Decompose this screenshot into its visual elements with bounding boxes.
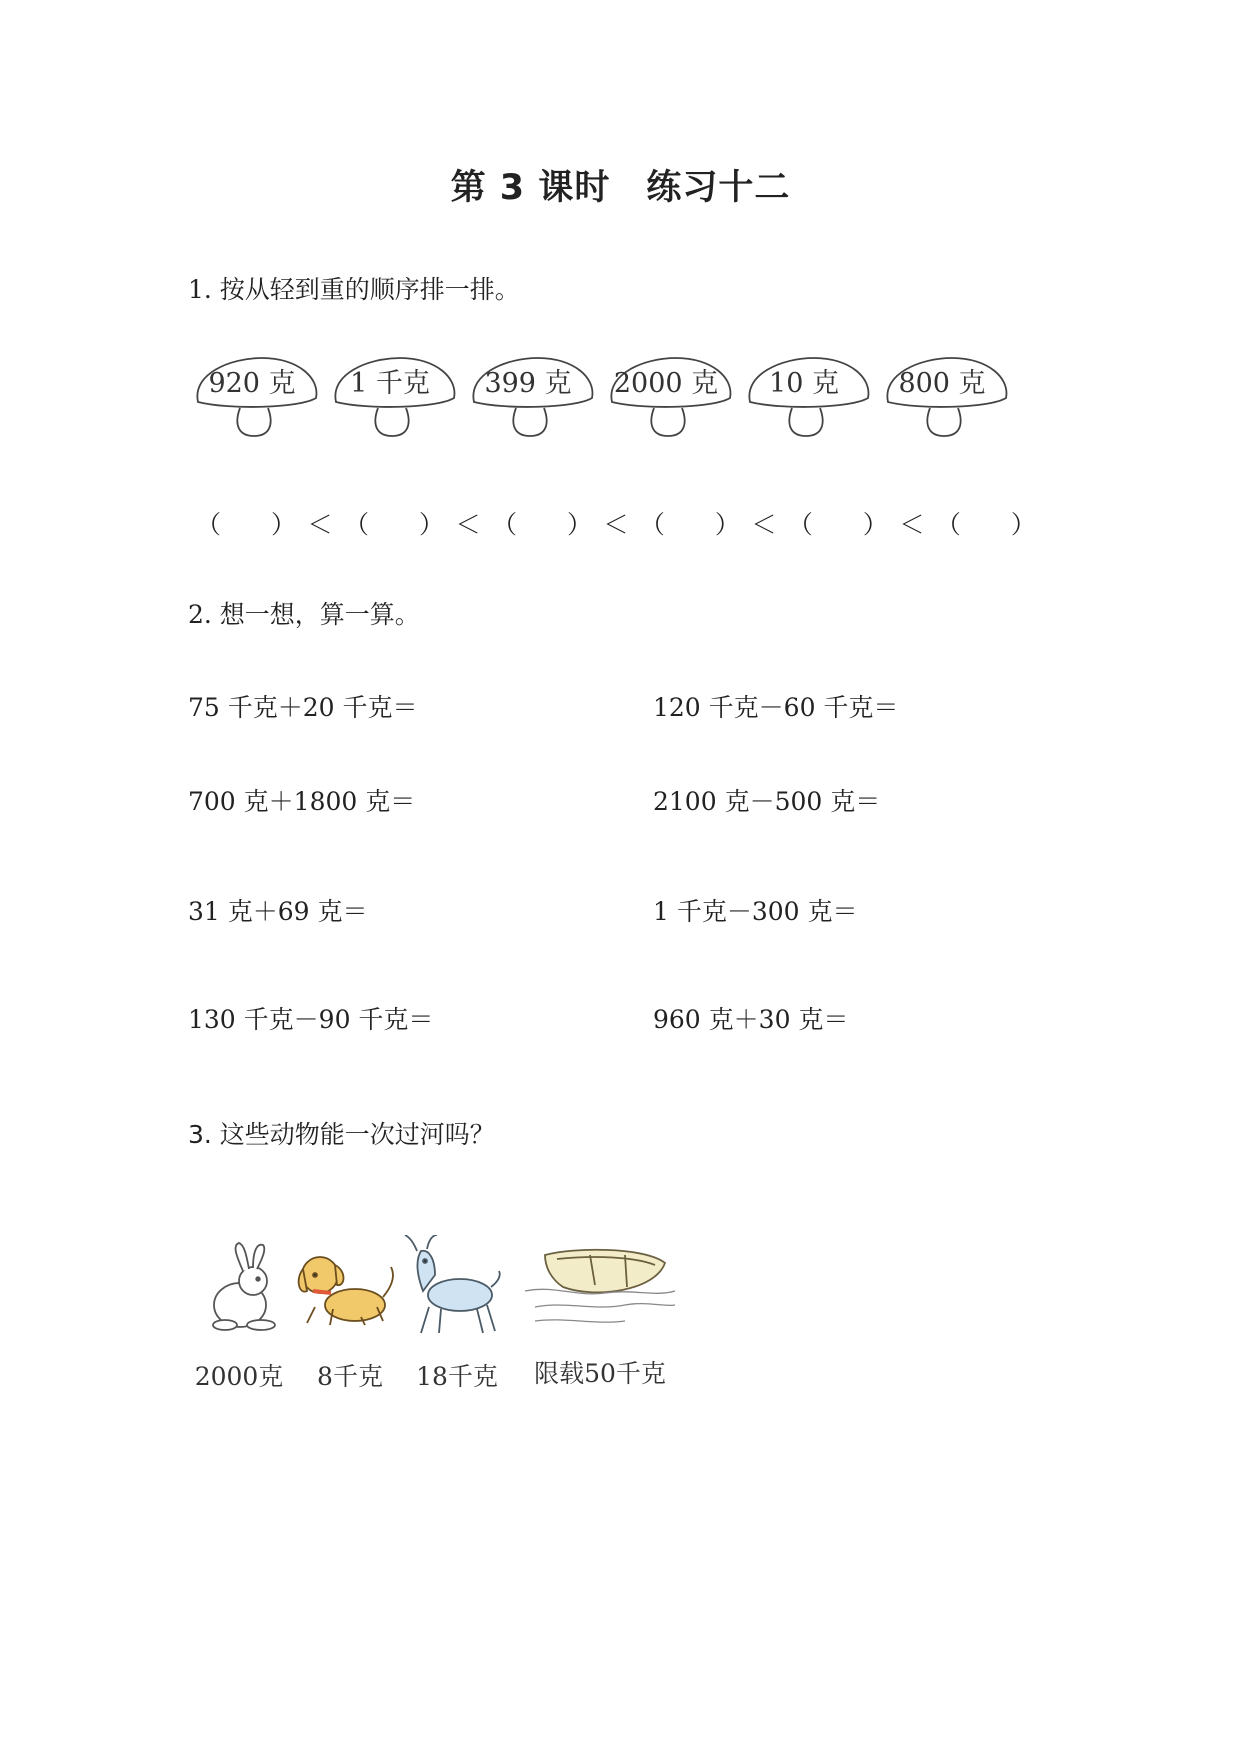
- order-blanks: [196, 505, 1036, 541]
- boat-icon: [525, 1250, 675, 1322]
- answer-blank[interactable]: （ ）: [491, 510, 592, 539]
- goat-icon: [405, 1235, 500, 1333]
- answer-blank[interactable]: （ ）: [787, 510, 888, 539]
- less-than-sign: ＜: [603, 510, 629, 539]
- mushroom-label-1: 920 克: [208, 368, 296, 399]
- question-3-prompt: 3. 这些动物能一次过河吗？: [188, 1120, 495, 1149]
- answer-blank[interactable]: （ ）: [343, 510, 444, 539]
- answer-blank[interactable]: （ ）: [639, 510, 740, 539]
- mushroom-row: [190, 350, 1030, 450]
- less-than-sign: ＜: [751, 510, 777, 539]
- calc-problem: 31 克＋69 克＝: [188, 897, 368, 926]
- less-than-sign: ＜: [307, 510, 333, 539]
- mushroom-icon: [611, 358, 730, 436]
- page-title: 第 3 课时 练习十二: [450, 168, 791, 208]
- animal-illustration: [195, 1235, 755, 1395]
- calc-problem: 75 千克＋20 千克＝: [188, 693, 418, 722]
- mushroom-label-4: 2000 克: [613, 368, 719, 399]
- boat-capacity-label: 限载50千克: [534, 1359, 666, 1388]
- animal-label-goat: 18千克: [416, 1362, 498, 1391]
- animal-label-dog: 8千克: [317, 1362, 383, 1391]
- less-than-sign: ＜: [455, 510, 481, 539]
- question-2-prompt: 2. 想一想，算一算。: [188, 600, 420, 629]
- calc-problem: 1 千克－300 克＝: [653, 897, 858, 926]
- mushroom-label-6: 800 克: [898, 368, 986, 399]
- rabbit-icon: [213, 1243, 275, 1330]
- mushroom-icon: [749, 358, 868, 436]
- mushroom-label-3: 399 克: [484, 368, 572, 399]
- answer-blank[interactable]: （ ）: [935, 510, 1036, 539]
- calc-problem: 120 千克－60 千克＝: [653, 693, 899, 722]
- animal-label-rabbit: 2000克: [195, 1362, 284, 1391]
- question-1-prompt: 1. 按从轻到重的顺序排一排。: [188, 275, 520, 304]
- mushroom-icon: [473, 358, 592, 436]
- calc-problem: 2100 克－500 克＝: [653, 787, 881, 816]
- less-than-sign: ＜: [899, 510, 925, 539]
- mushroom-label-5: 10 克: [769, 368, 839, 399]
- calc-problem: 130 千克－90 千克＝: [188, 1005, 434, 1034]
- mushroom-icon: [887, 358, 1006, 436]
- mushroom-label-2: 1 千克: [350, 368, 430, 399]
- calc-problem: 700 克＋1800 克＝: [188, 787, 416, 816]
- mushroom-icon: [197, 358, 316, 436]
- mushroom-icon: [335, 358, 454, 436]
- answer-blank[interactable]: （ ）: [196, 510, 297, 539]
- calc-problem: 960 克＋30 克＝: [653, 1005, 849, 1034]
- dog-icon: [299, 1257, 393, 1325]
